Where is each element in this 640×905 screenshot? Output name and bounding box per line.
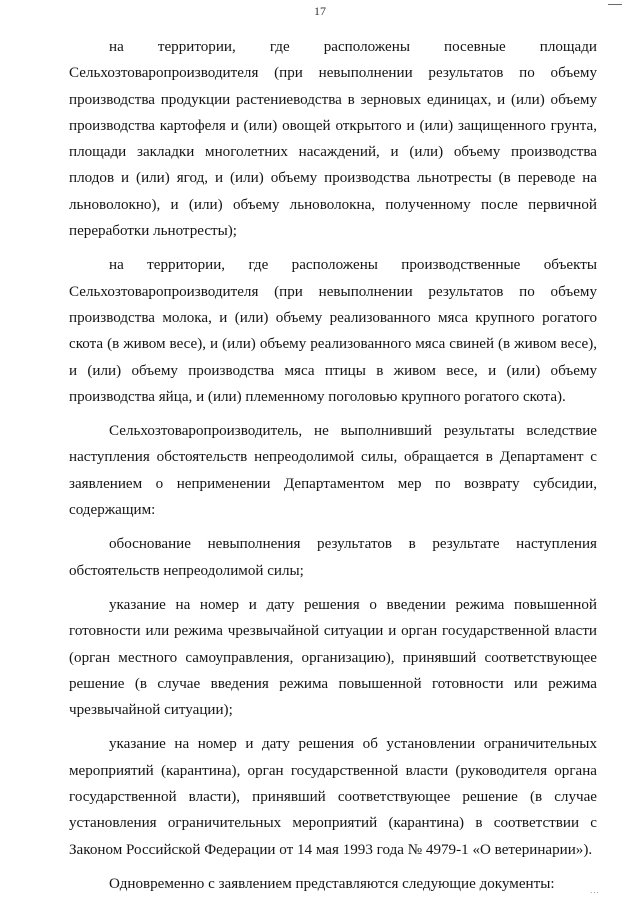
document-body <box>69 34 597 905</box>
paragraph-documents-intro: Одновременно с заявлением представляются следующие документы: <box>109 875 555 892</box>
paragraph-crop-areas: на территории, где расположены посевные площади Сельхозтоваропроизводителя (при невыполнении результатов по объему производства продукции растениеводства в зерновых единицах, и (или) объему производства картофеля и (или) овощей открытого и (или) защищенного грунта, площади закладки многолетних насаждений, и (или) объему производства плодов и (или) ягод, и (или) объему производства льнотресты (в переводе на льноволокно), и (или) объему льноволокна, полученному после первичной переработки льнотресты); <box>69 39 597 240</box>
scan-footer-mark: ··· <box>590 889 600 897</box>
page-number: 17 <box>314 4 326 18</box>
paragraph-production-facilities: на территории, где расположены производственные объекты Сельхозтоваропроизводителя (при невыполнении результатов по объему производства молока, и (или) объему реализованного мяса крупного рогатого скота (в живом весе), и (или) объему реализованного мяса свиней (в живом весе), и (или) объему производства мяса птицы в живом весе, и (или) объему производства яйца, и (или) племенному поголовью крупного рогатого скота). <box>69 257 597 405</box>
paragraph-justification: обоснование невыполнения результатов в результате наступления обстоятельств непреодолимой силы; <box>69 536 597 579</box>
paragraph-force-majeure-application: Сельхозтоваропроизводитель, не выполнивший результаты вследствие наступления обстоятельств непреодолимой силы, обращается в Департамент с заявлением о неприменении Департаментом мер по возврату субсидии, содержащим: <box>69 423 597 519</box>
paragraph-quarantine-decision: указание на номер и дату решения об установлении ограничительных мероприятий (карантина), орган государственной власти (руководителя органа государственной власти), принявший соответствующее решение (в случае установления ограничительных мероприятий (карантина) в соответствии с Законом Российской Федерации от 14 мая 1993 года № 4979-1 «О ветеринарии»). <box>69 736 597 858</box>
paragraph-emergency-decision: указание на номер и дату решения о введении режима повышенной готовности или режима чрезвычайной ситуации и орган государственной власти (орган местного самоуправления, организацию), принявший соответствующее решение (в случае введения режима повышенной готовности или режима чрезвычайной ситуации); <box>69 596 597 719</box>
